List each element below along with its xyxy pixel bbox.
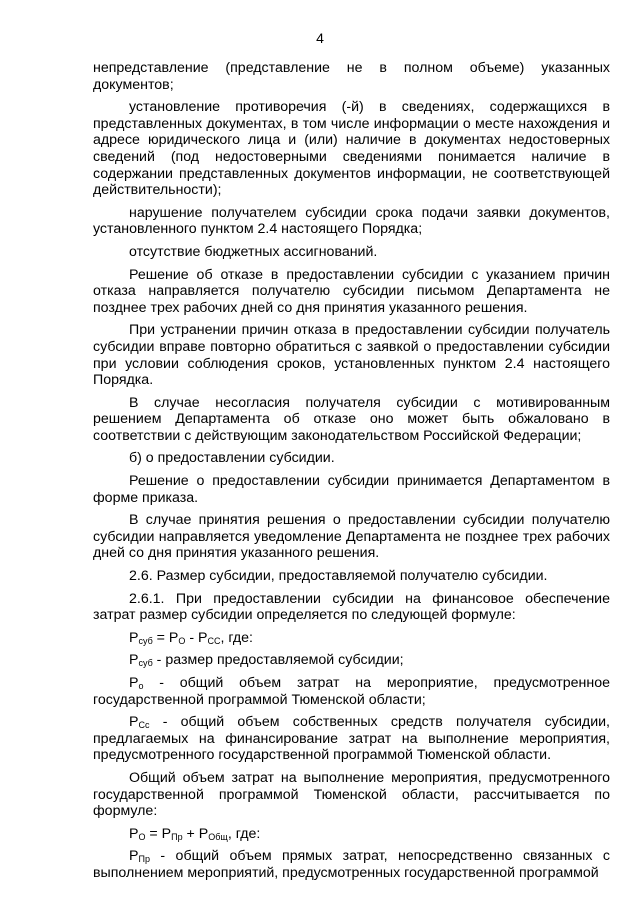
paragraph: б) о предоставлении субсидии. xyxy=(129,450,335,467)
paragraph: 2.6. Размер субсидии, предоставляемой получателю субсидии. xyxy=(129,568,548,585)
paragraph: непредставление (представление не в полном объеме) указанных документов; xyxy=(93,60,610,93)
formula-subsidy: $P_{суб} = P_О - P_{СС}$, где: xyxy=(129,629,253,646)
definition-psub: $P_{суб}$ - размер предоставляемой субсидии; xyxy=(129,652,404,669)
paragraph: нарушение получателем субсидии срока подачи заявки документов, установленного пунктом 2.4 настоящего Порядка; xyxy=(93,204,610,238)
definition-pss: $P_{Сс}$ - общий объем собственных средств получателя субсидии, предлагаемых на финансирование затрат на выполнение мероприятия, предусмотренного государственной программой Тюменской области. xyxy=(93,714,610,764)
paragraph: 2.6.1. При предоставлении субсидии на финансовое обеспечение затрат размер субсидии определяется по следующей формуле: xyxy=(93,590,610,624)
paragraph: Решение об отказе в предоставлении субсидии с указанием причин отказа направляется получателю субсидии письмом Департамента не позднее трех рабочих дней со дня принятия указанного решения. xyxy=(93,266,610,316)
paragraph-total-costs: Общий объем затрат на выполнение мероприятия, предусмотренного государственной программой Тюменской области, рассчитывается по формуле: xyxy=(93,769,610,820)
definition-ppr: $P_{Пр}$ - общий объем прямых затрат, непосредственно связанных с выполнением мероприятий, предусмотренных государственной программой xyxy=(93,848,610,881)
paragraph: установление противоречия (-й) в сведениях, содержащихся в представленных документах, в том числе информации о месте нахождения и адресе юридического лица и (или) наличие в документах недостоверных сведений (под недостоверными сведениями понимается наличие в содержании представленных документов информации, не соответствующей действительности); xyxy=(93,99,610,199)
formula-total-costs: $P_О = P_{Пр} + P_{Общ}$, где: xyxy=(129,825,261,842)
paragraph: отсутствие бюджетных ассигнований. xyxy=(129,243,378,260)
definition-po: $P_о$ - общий объем затрат на мероприятие, предусмотренное государственной программой Тюменской области; xyxy=(93,675,610,708)
page-number: 4 xyxy=(316,30,324,46)
paragraph: Решение о предоставлении субсидии принимается Департаментом в форме приказа. xyxy=(93,473,610,506)
paragraph: В случае несогласия получателя субсидии с мотивированным решением Департамента об отказе оно может быть обжаловано в соответствии с действующим законодательством Российской Федерации; xyxy=(93,394,610,444)
document-body xyxy=(93,60,610,888)
paragraph: В случае принятия решения о предоставлении субсидии получателю субсидии направляется уведомление Департамента не позднее трех рабочих дней со дня принятия указанного решения. xyxy=(93,512,610,562)
paragraph: При устранении причин отказа в предоставлении субсидии получатель субсидии вправе повторно обратиться с заявкой о предоставлении субсидии при условии соблюдения сроков, установленных пунктом 2.4 настоящего Порядка. xyxy=(93,322,610,389)
